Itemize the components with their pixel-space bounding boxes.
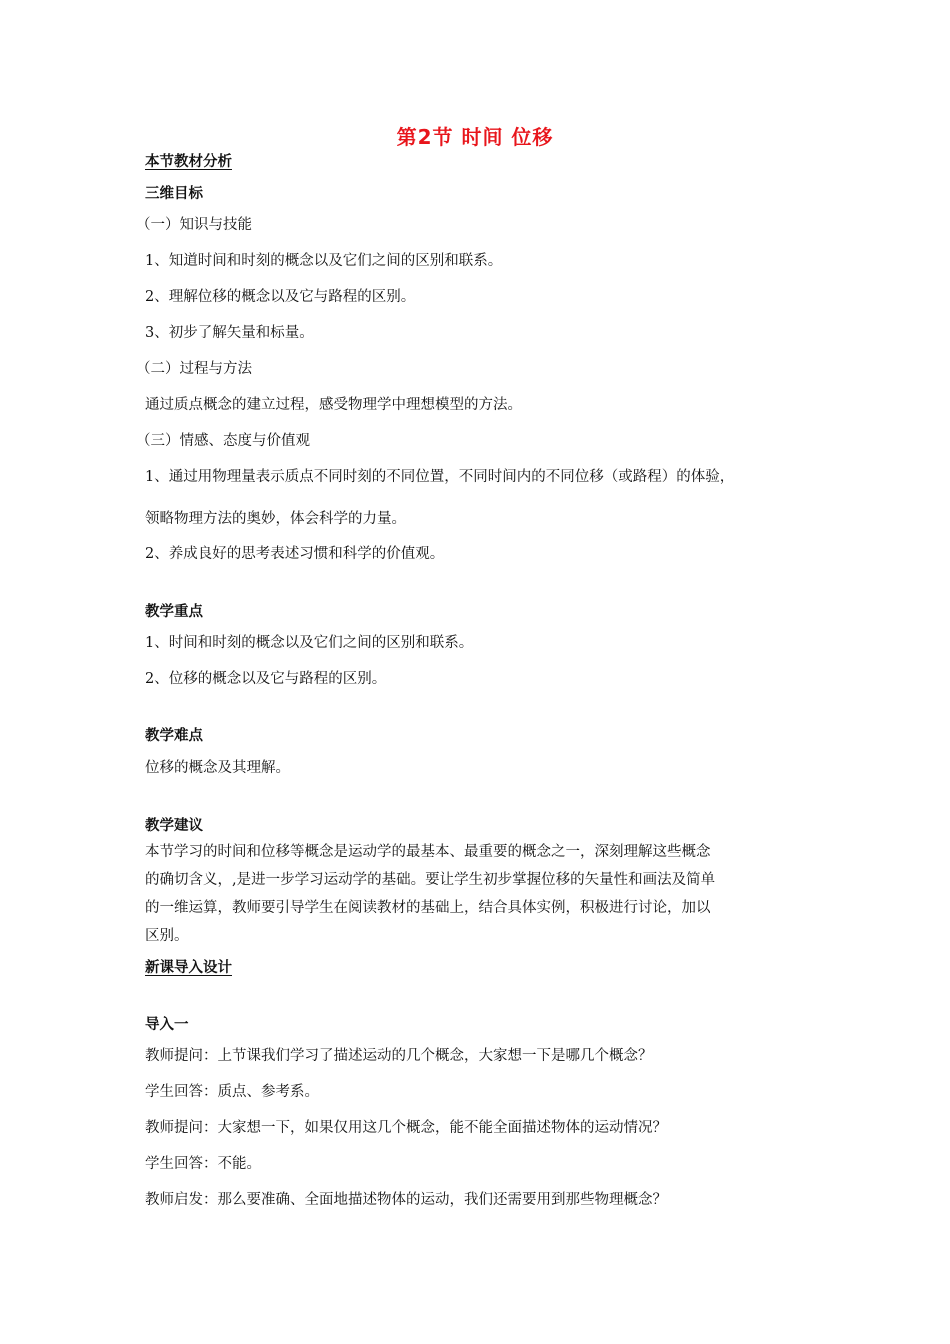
difficulty-text: 位移的概念及其理解。	[145, 760, 290, 776]
section-analysis-heading: 本节教材分析	[145, 154, 232, 170]
objective-knowledge-item: 1、知道时间和时刻的概念以及它们之间的区别和联系。	[145, 253, 503, 269]
dialogue-line: 教师启发：那么要准确、全面地描述物体的运动，我们还需要用到那些物理概念？	[145, 1192, 667, 1208]
suggestion-line: 的一维运算，教师要引导学生在阅读教材的基础上，结合具体实例，积极进行讨论，加以	[145, 900, 711, 916]
suggestion-line: 区别。	[145, 928, 189, 944]
objective-attitude-item-continued: 领略物理方法的奥妙，体会科学的力量。	[145, 511, 406, 527]
suggestion-line: 的确切含义，,是进一步学习运动学的基础。要让学生初步掌握位移的矢量性和画法及简单	[145, 872, 716, 888]
objective-attitude-heading: （三）情感、态度与价值观	[136, 433, 310, 449]
dialogue-line: 学生回答：不能。	[145, 1156, 261, 1172]
objective-process-text: 通过质点概念的建立过程，感受物理学中理想模型的方法。	[145, 397, 522, 413]
objective-process-heading: （二）过程与方法	[136, 361, 252, 377]
key-points-heading: 教学重点	[145, 604, 203, 620]
dialogue-line: 教师提问：上节课我们学习了描述运动的几个概念，大家想一下是哪几个概念？	[145, 1048, 653, 1064]
difficulty-heading: 教学难点	[145, 728, 203, 744]
suggestion-heading: 教学建议	[145, 818, 203, 834]
key-point-item: 1、时间和时刻的概念以及它们之间的区别和联系。	[145, 635, 474, 651]
key-point-item: 2、位移的概念以及它与路程的区别。	[145, 671, 387, 687]
objective-knowledge-heading: （一）知识与技能	[136, 217, 252, 233]
objective-knowledge-item: 3、初步了解矢量和标量。	[145, 325, 314, 341]
objective-attitude-item: 2、养成良好的思考表述习惯和科学的价值观。	[145, 546, 445, 562]
new-lesson-heading: 新课导入设计	[145, 960, 232, 976]
intro-one-heading: 导入一	[145, 1017, 189, 1033]
objective-attitude-item: 1、通过用物理量表示质点不同时刻的不同位置，不同时间内的不同位移（或路程）的体验，	[145, 469, 735, 485]
page-title: 第2节 时间 位移	[396, 125, 554, 149]
suggestion-line: 本节学习的时间和位移等概念是运动学的最基本、最重要的概念之一，深刻理解这些概念	[145, 844, 711, 860]
objectives-heading: 三维目标	[145, 186, 203, 202]
dialogue-line: 学生回答：质点、参考系。	[145, 1084, 319, 1100]
dialogue-line: 教师提问：大家想一下，如果仅用这几个概念，能不能全面描述物体的运动情况？	[145, 1120, 667, 1136]
objective-knowledge-item: 2、理解位移的概念以及它与路程的区别。	[145, 289, 416, 305]
